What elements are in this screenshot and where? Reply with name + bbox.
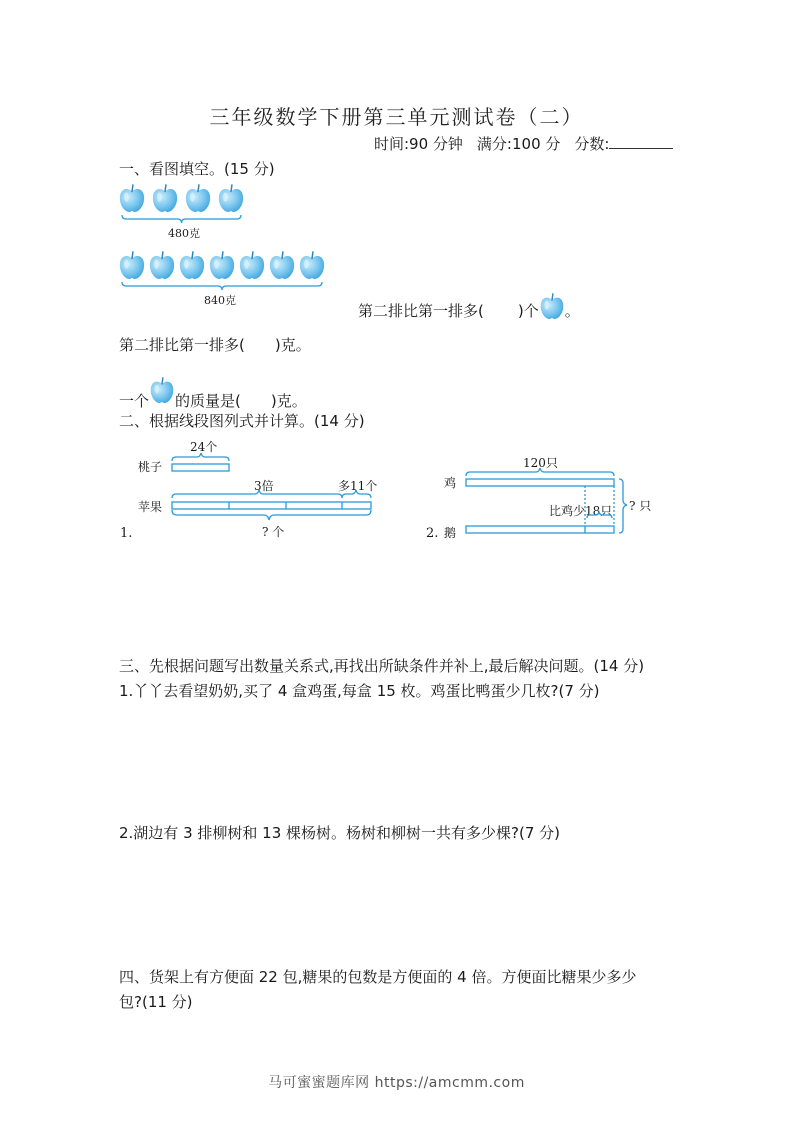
full-score: 满分:100 分: [476, 135, 561, 153]
apple-label: 苹果: [138, 500, 163, 514]
score-label: 分数:: [574, 135, 610, 153]
peach-count-label: 24个: [190, 440, 218, 454]
diagram1-number: 1.: [120, 526, 133, 541]
row1-weight-label: 480克: [168, 227, 200, 240]
less-label: 比鸡少18只: [549, 504, 613, 518]
peach-label: 桃子: [138, 460, 163, 474]
question-gram-difference: 第二排比第一排多( )克。: [119, 336, 311, 354]
question-label-1: ? 个: [262, 525, 285, 539]
more-label: 多11个: [338, 479, 378, 493]
row2-weight-label: 840克: [204, 294, 236, 307]
question-apple-count: 第二排比第一排多( )个 。: [358, 292, 580, 321]
time-limit: 时间:90 分钟: [374, 135, 463, 153]
diagram2-number: 2.: [426, 526, 439, 541]
question-single-apple-weight: 一个 的质量是( )克。: [119, 376, 307, 411]
question-label-2: ? 只: [629, 499, 652, 513]
times-label: 3倍: [254, 479, 274, 493]
section3-heading: 三、先根据问题写出数量关系式,再找出所缺条件并补上,最后解决问题。(14 分): [119, 657, 645, 675]
section1-heading: 一、看图填空。(15 分): [119, 160, 275, 178]
chicken-count-label: 120只: [523, 456, 558, 470]
page-title: 三年级数学下册第三单元测试卷（二）: [209, 105, 584, 129]
chicken-label: 鸡: [444, 476, 457, 490]
goose-label: 鹅: [444, 526, 457, 540]
section3-question-2: 2.湖边有 3 排柳树和 13 棵杨树。杨树和柳树一共有多少棵?(7 分): [119, 824, 560, 842]
footer-watermark: 马可蜜蜜题库网 https://amcmm.com: [268, 1075, 525, 1091]
section2-heading: 二、根据线段图列式并计算。(14 分): [119, 412, 365, 430]
section3-question-1: 1.丫丫去看望奶奶,买了 4 盒鸡蛋,每盒 15 枚。鸡蛋比鸭蛋少几枚?(7 分): [119, 682, 600, 700]
section4-line2: 包?(11 分): [119, 993, 193, 1011]
section4-line1: 四、货架上有方便面 22 包,糖果的包数是方便面的 4 倍。方便面比糖果少多少: [119, 968, 637, 986]
